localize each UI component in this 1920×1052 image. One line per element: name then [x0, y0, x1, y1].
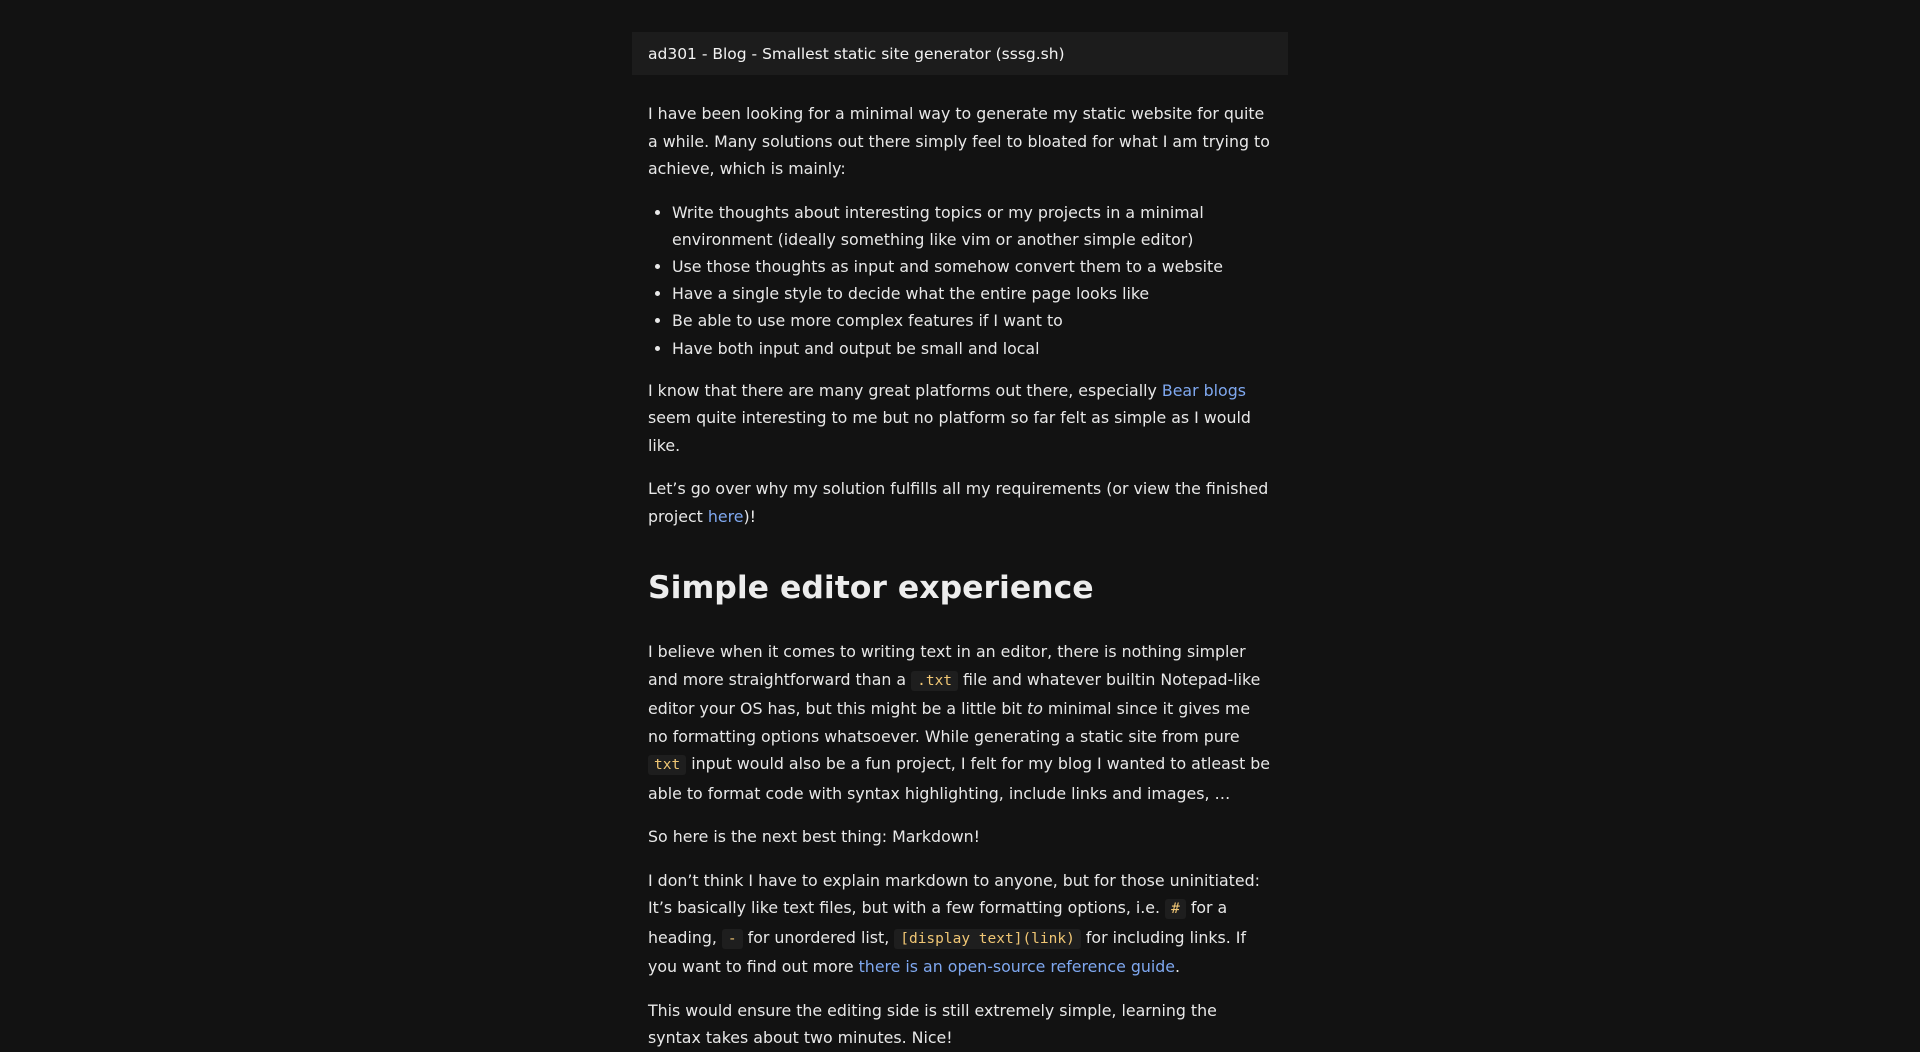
paragraph-text: I believe when it comes to writing text in an editor, there is nothing simpler and more straightforward than a: [648, 642, 1246, 689]
paragraph-text: I don’t think I have to explain markdown to anyone, but for those uninitiated: It’s basically like text files, but with a few formatting options, i.e.: [648, 870, 1260, 918]
page-title-bar: [632, 32, 1288, 75]
list-item: • Be able to use more complex features if I want to: [672, 307, 1272, 334]
list-item: • Have both input and output be small and local: [672, 335, 1272, 362]
requirements-list: [648, 199, 1272, 362]
article-content: [632, 100, 1288, 1052]
inline-code: txt: [648, 755, 686, 775]
paragraph-text: minimal since it gives me no formatting options whatsoever. While generating a static site from pure: [648, 699, 1251, 746]
section-heading: Simple editor experience: [648, 570, 1094, 607]
editor-paragraph: [648, 638, 1272, 807]
inline-code: #: [1165, 899, 1186, 919]
list-item: • Have a single style to decide what the entire page looks like: [672, 280, 1272, 307]
paragraph-text: for including links. If you want to find out more: [648, 927, 1247, 977]
intro-paragraph: I have been looking for a minimal way to generate my static website for quite a while. Many solutions out there simply feel to bloated for what I am trying to achieve, which is mainly:: [648, 104, 1270, 178]
emphasis-text: to: [1027, 699, 1043, 719]
paragraph-text: for unordered list,: [742, 927, 895, 947]
list-item: • Write thoughts about interesting topics or my projects in a minimal environment (ideally something like vim or another simple editor): [672, 199, 1272, 253]
platforms-paragraph: [648, 377, 1272, 460]
reference-guide-link[interactable]: there is an open-source reference guide: [858, 957, 1176, 977]
paragraph-text: seem quite interesting to me but no platform so far felt as simple as I would like.: [648, 408, 1251, 455]
markdown-paragraph: [648, 867, 1272, 981]
inline-code: .txt: [911, 671, 958, 691]
paragraph-text: Let’s go over why my solution fulfills all my requirements (or view the finished project: [648, 479, 1269, 526]
bear-blogs-link[interactable]: Bear blogs: [1161, 380, 1246, 400]
paragraph-text: )!: [743, 506, 756, 526]
paragraph-text: file and whatever builtin Notepad-like editor your OS has, but this might be a little bit: [648, 669, 1261, 719]
inline-code: -: [722, 929, 743, 949]
paragraph-text: .: [1175, 957, 1181, 977]
page-title: ad301 - Blog - Smallest static site generator (sssg.sh): [648, 44, 1065, 63]
paragraph-text: input would also be a fun project, I felt for my blog I wanted to atleast be able to format code with syntax highlighting, include links and images, …: [648, 754, 1271, 803]
list-item: • Use those thoughts as input and somehow convert them to a website: [672, 253, 1272, 280]
requirements-overview-paragraph: [648, 475, 1272, 530]
ensure-paragraph: This would ensure the editing side is still extremely simple, learning the syntax takes about two minutes. Nice!: [648, 1000, 1217, 1048]
next-best-paragraph: So here is the next best thing: Markdown!: [648, 827, 981, 847]
paragraph-text: I know that there are many great platforms out there, especially: [648, 380, 1162, 400]
inline-code: [display text](link): [894, 929, 1081, 949]
paragraph-text: for a heading,: [648, 898, 1228, 947]
page: [632, 32, 1288, 1052]
finished-project-link[interactable]: here: [707, 506, 744, 526]
